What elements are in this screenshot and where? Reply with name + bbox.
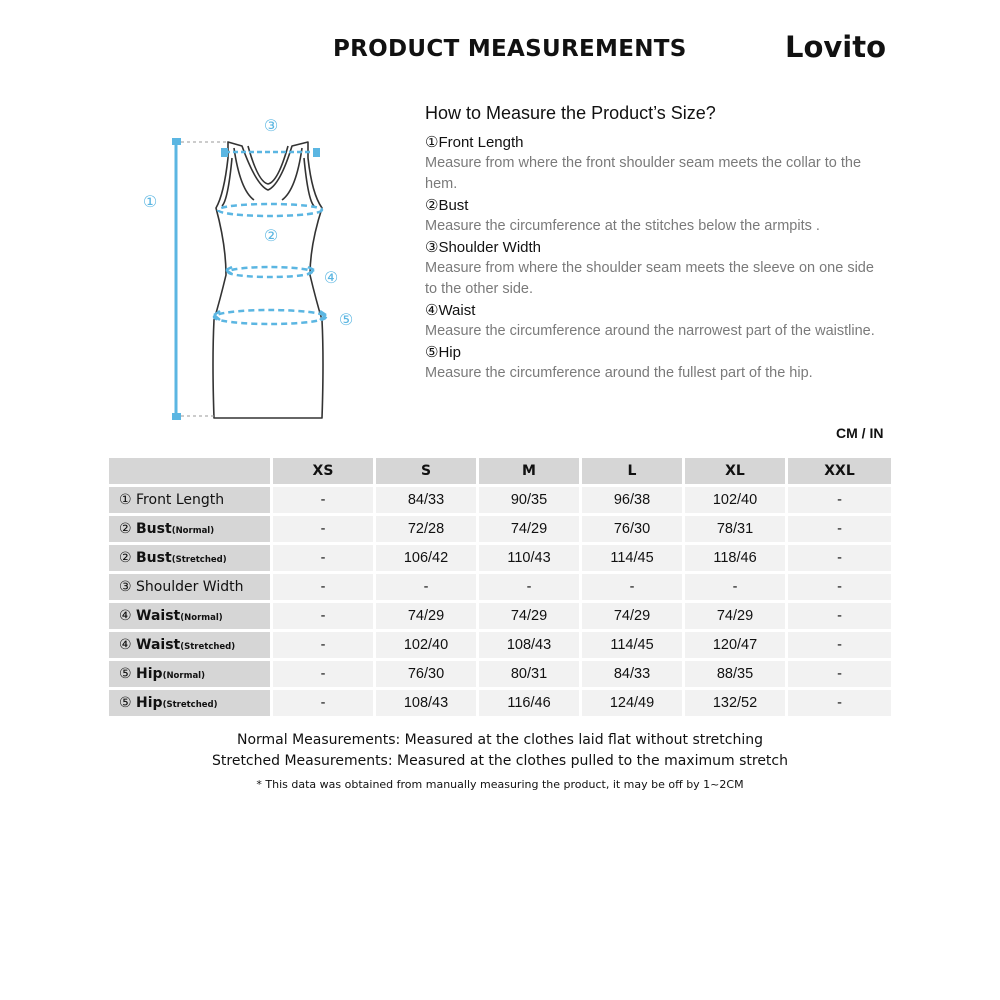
row-number: ④ bbox=[119, 637, 132, 653]
table-cell: - bbox=[273, 545, 376, 571]
table-row bbox=[109, 661, 891, 687]
table-row bbox=[109, 603, 891, 629]
table-cell: 74/29 bbox=[376, 603, 479, 629]
row-name: Shoulder Width bbox=[136, 579, 244, 595]
table-cell: - bbox=[788, 632, 891, 658]
row-name: Waist bbox=[136, 637, 181, 653]
row-label bbox=[109, 545, 273, 571]
table-cell: 88/35 bbox=[685, 661, 788, 687]
table-header-row bbox=[109, 458, 891, 484]
table-cell: 132/52 bbox=[685, 690, 788, 716]
marker-waist: ④ bbox=[323, 268, 339, 287]
table-corner bbox=[109, 458, 273, 484]
row-name: Waist bbox=[136, 608, 181, 624]
table-row bbox=[109, 690, 891, 716]
table-cell: - bbox=[273, 574, 376, 600]
table-row bbox=[109, 632, 891, 658]
row-qualifier: (Stretched) bbox=[162, 700, 218, 710]
row-label bbox=[109, 516, 273, 542]
row-qualifier: (Stretched) bbox=[180, 642, 236, 652]
measure-guide bbox=[425, 103, 885, 384]
table-cell: 108/43 bbox=[479, 632, 582, 658]
table-cell: - bbox=[376, 574, 479, 600]
page-title: PRODUCT MEASUREMENTS bbox=[333, 36, 687, 62]
table-cell: - bbox=[788, 516, 891, 542]
table-cell: 96/38 bbox=[582, 487, 685, 513]
table-cell: - bbox=[788, 690, 891, 716]
table-cell: 120/47 bbox=[685, 632, 788, 658]
row-name: Hip bbox=[136, 695, 163, 711]
row-label bbox=[109, 487, 273, 513]
table-cell: 106/42 bbox=[376, 545, 479, 571]
guide-shoulder-title: ③Shoulder Width bbox=[425, 239, 542, 256]
table-cell: - bbox=[273, 632, 376, 658]
table-cell: - bbox=[788, 487, 891, 513]
row-label bbox=[109, 632, 273, 658]
note-normal: Normal Measurements: Measured at the clothes laid flat without stretching bbox=[237, 732, 763, 748]
table-cell: - bbox=[582, 574, 685, 600]
table-cell: - bbox=[788, 574, 891, 600]
table-cell: 80/31 bbox=[479, 661, 582, 687]
row-label bbox=[109, 690, 273, 716]
table-cell: 124/49 bbox=[582, 690, 685, 716]
table-row bbox=[109, 487, 891, 513]
guide-bust-desc: Measure the circumference at the stitches below the armpits . bbox=[425, 218, 820, 234]
row-number: ② bbox=[119, 521, 132, 537]
table-cell: 110/43 bbox=[479, 545, 582, 571]
table-cell: 76/30 bbox=[376, 661, 479, 687]
table-cell: - bbox=[788, 661, 891, 687]
row-number: ④ bbox=[119, 608, 132, 624]
guide-hip-title: ⑤Hip bbox=[425, 344, 461, 361]
table-cell: 102/40 bbox=[685, 487, 788, 513]
table-cell: 74/29 bbox=[479, 516, 582, 542]
row-number: ① bbox=[119, 492, 132, 508]
table-cell: 76/30 bbox=[582, 516, 685, 542]
guide-hip-desc: Measure the circumference around the fullest part of the hip. bbox=[425, 365, 813, 381]
size-header: M bbox=[479, 458, 582, 484]
row-number: ⑤ bbox=[119, 695, 132, 711]
size-header: XL bbox=[685, 458, 788, 484]
guide-shoulder-desc: Measure from where the shoulder seam meets the sleeve on one side to the other side. bbox=[425, 260, 874, 297]
guide-title: How to Measure the Product’s Size? bbox=[425, 103, 716, 123]
brand-logo: Lovito bbox=[785, 30, 887, 64]
row-number: ⑤ bbox=[119, 666, 132, 682]
table-cell: 74/29 bbox=[479, 603, 582, 629]
row-name: Hip bbox=[136, 666, 163, 682]
row-qualifier: (Stretched) bbox=[171, 555, 227, 565]
row-qualifier: (Normal) bbox=[171, 526, 215, 536]
marker-bust: ② bbox=[263, 226, 279, 245]
guide-waist-title: ④Waist bbox=[425, 302, 476, 319]
table-cell: - bbox=[273, 603, 376, 629]
table-cell: 72/28 bbox=[376, 516, 479, 542]
table-cell: 116/46 bbox=[479, 690, 582, 716]
guide-front-length-title: ①Front Length bbox=[425, 134, 524, 151]
row-name: Bust bbox=[136, 521, 172, 537]
table-row bbox=[109, 516, 891, 542]
table-cell: 78/31 bbox=[685, 516, 788, 542]
table-cell: 102/40 bbox=[376, 632, 479, 658]
row-qualifier: (Normal) bbox=[180, 613, 223, 623]
row-name: Bust bbox=[136, 550, 172, 566]
table-cell: - bbox=[273, 690, 376, 716]
note-stretched: Stretched Measurements: Measured at the clothes pulled to the maximum stretch bbox=[212, 753, 788, 769]
row-name: Front Length bbox=[136, 492, 225, 508]
table-cell: 74/29 bbox=[685, 603, 788, 629]
table-cell: - bbox=[479, 574, 582, 600]
size-header: S bbox=[376, 458, 479, 484]
table-row bbox=[109, 574, 891, 600]
row-number: ② bbox=[119, 550, 132, 566]
size-header: XS bbox=[273, 458, 376, 484]
table-cell: - bbox=[788, 545, 891, 571]
row-label bbox=[109, 661, 273, 687]
row-label bbox=[109, 574, 273, 600]
table-cell: 90/35 bbox=[479, 487, 582, 513]
table-cell: 84/33 bbox=[582, 661, 685, 687]
size-table bbox=[109, 455, 891, 719]
table-cell: - bbox=[273, 487, 376, 513]
marker-hip: ⑤ bbox=[338, 310, 354, 329]
guide-bust-title: ②Bust bbox=[425, 197, 469, 214]
table-cell: - bbox=[685, 574, 788, 600]
table-cell: 74/29 bbox=[582, 603, 685, 629]
table-cell: - bbox=[273, 516, 376, 542]
notes bbox=[0, 730, 1000, 791]
table-row bbox=[109, 545, 891, 571]
table-cell: 114/45 bbox=[582, 545, 685, 571]
dress-diagram bbox=[130, 110, 370, 430]
table-cell: 84/33 bbox=[376, 487, 479, 513]
marker-shoulder: ③ bbox=[263, 116, 279, 135]
size-header: XXL bbox=[788, 458, 891, 484]
size-header: L bbox=[582, 458, 685, 484]
marker-front-length: ① bbox=[142, 192, 158, 211]
unit-label: CM / IN bbox=[836, 425, 884, 441]
table-cell: - bbox=[273, 661, 376, 687]
row-label bbox=[109, 603, 273, 629]
guide-waist-desc: Measure the circumference around the narrowest part of the waistline. bbox=[425, 323, 875, 339]
table-cell: 108/43 bbox=[376, 690, 479, 716]
table-cell: 114/45 bbox=[582, 632, 685, 658]
guide-front-length-desc: Measure from where the front shoulder seam meets the collar to the hem. bbox=[425, 155, 862, 192]
disclaimer: * This data was obtained from manually measuring the product, it may be off by 1~2CM bbox=[256, 778, 744, 791]
row-number: ③ bbox=[119, 579, 132, 595]
row-qualifier: (Normal) bbox=[162, 671, 205, 681]
table-cell: 118/46 bbox=[685, 545, 788, 571]
table-cell: - bbox=[788, 603, 891, 629]
